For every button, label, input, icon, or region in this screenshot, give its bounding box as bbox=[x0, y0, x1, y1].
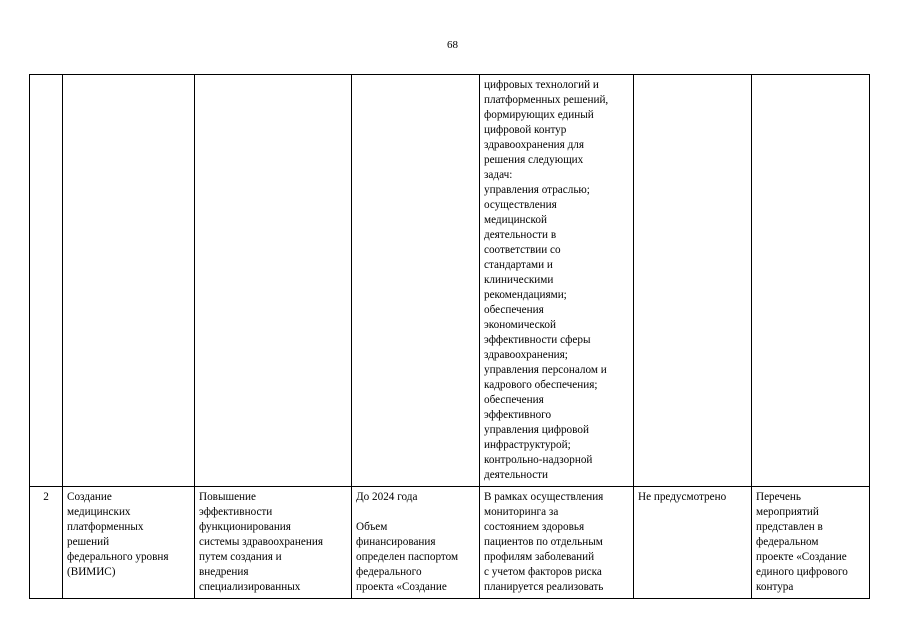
activities-cell bbox=[752, 75, 870, 487]
row-number-cell: 2 bbox=[30, 487, 63, 599]
table-row bbox=[30, 487, 870, 599]
goal-cell: Повышение эффективности функционирования системы здравоохранения путем создания и внедрения специализированных bbox=[195, 487, 352, 599]
deadline-financing-cell bbox=[352, 75, 480, 487]
provision-cell: Не предусмотрено bbox=[634, 487, 752, 599]
description-cell: В рамках осуществления мониторинга за состоянием здоровья пациентов по отдельным профилям заболеваний с учетом факторов риска планируется реализовать bbox=[480, 487, 634, 599]
document-table bbox=[29, 74, 870, 599]
page-number: 68 bbox=[447, 39, 458, 51]
event-name-cell bbox=[63, 75, 195, 487]
row-number-cell bbox=[30, 75, 63, 487]
goal-cell bbox=[195, 75, 352, 487]
event-name-cell: Создание медицинских платформенных решений федерального уровня (ВИМИС) bbox=[63, 487, 195, 599]
activities-cell: Перечень мероприятий представлен в федеральном проекте «Создание единого цифрового контура bbox=[752, 487, 870, 599]
deadline-financing-cell: До 2024 года Объем финансирования определен паспортом федерального проекта «Создание bbox=[352, 487, 480, 599]
description-cell: цифровых технологий и платформенных решений, формирующих единый цифровой контур здравоохранения для решения следующих задач: управления отраслью; осуществления медицинской деятельности в соответствии со стандартами и клиническими рекомендациями; обеспечения экономической эффективности сферы здравоохранения; управления персоналом и кадрового обеспечения; обеспечения эффективного управления цифровой инфраструктурой; контрольно-надзорной деятельности bbox=[480, 75, 634, 487]
provision-cell bbox=[634, 75, 752, 487]
table-row bbox=[30, 75, 870, 487]
